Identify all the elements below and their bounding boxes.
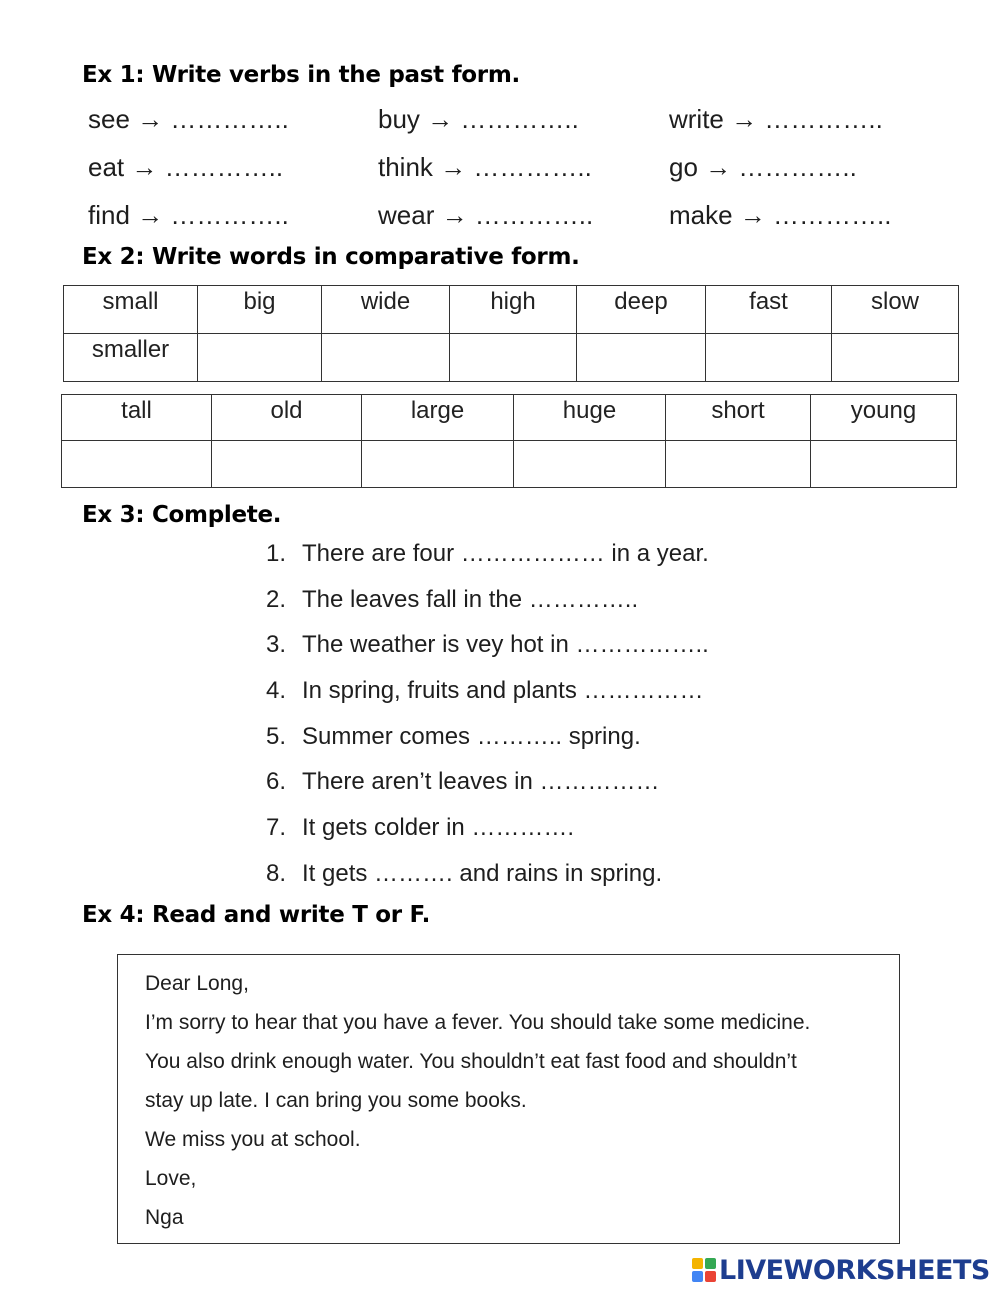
item-text: The leaves fall in the ………….. — [302, 586, 639, 613]
table-row — [62, 395, 957, 441]
item-number: 2. — [266, 586, 287, 613]
table-cell: tall — [62, 395, 212, 441]
logo-text: LIVEWORKSHEETS — [719, 1254, 990, 1286]
table-cell: small — [64, 286, 198, 334]
table-cell: wide — [322, 286, 450, 334]
letter-box — [117, 954, 900, 1244]
ex2-heading: Ex 2: Write words in comparative form. — [82, 244, 580, 270]
ex1-item-see: see → ………….. — [88, 104, 289, 134]
table-cell: deep — [577, 286, 706, 334]
letter-line: Dear Long, — [145, 972, 249, 995]
ex1-item-buy: buy → ………….. — [378, 104, 579, 134]
logo-block — [692, 1271, 703, 1282]
answer-cell[interactable] — [832, 334, 959, 382]
item-text: It gets ………. and rains in spring. — [302, 860, 663, 887]
list-item — [266, 631, 709, 659]
ex1-heading: Ex 1: Write verbs in the past form. — [82, 62, 520, 88]
logo-block — [705, 1271, 716, 1282]
answer-cell[interactable] — [514, 441, 666, 488]
item-text: It gets colder in …………. — [302, 814, 575, 841]
list-item — [266, 723, 641, 751]
ex1-item-eat: eat → ………….. — [88, 152, 284, 182]
ex1-item-wear: wear → ………….. — [378, 200, 594, 230]
letter-line: Love, — [145, 1167, 197, 1190]
letter-line: I’m sorry to hear that you have a fever. You should take some medicine. — [145, 1011, 811, 1034]
ex1-item-think: think → ………….. — [378, 152, 592, 182]
item-number: 3. — [266, 631, 287, 658]
list-item — [266, 540, 709, 568]
letter-line: stay up late. I can bring you some books. — [145, 1089, 527, 1112]
answer-cell[interactable] — [212, 441, 362, 488]
table-cell: old — [212, 395, 362, 441]
ex1-item-make: make → ………….. — [669, 200, 892, 230]
list-item — [266, 768, 659, 796]
item-text: There are four ……………… in a year. — [302, 540, 709, 567]
list-item — [266, 860, 662, 888]
table-cell: young — [811, 395, 957, 441]
logo-blocks-icon — [692, 1258, 716, 1282]
comparative-table-2 — [61, 394, 957, 488]
ex1-item-write: write → ………….. — [669, 104, 883, 134]
answer-cell[interactable] — [811, 441, 957, 488]
table-cell: huge — [514, 395, 666, 441]
table-cell: slow — [832, 286, 959, 334]
table-row — [64, 334, 959, 382]
table-cell: large — [362, 395, 514, 441]
item-text: In spring, fruits and plants …………… — [302, 677, 704, 704]
item-number: 1. — [266, 540, 287, 567]
answer-cell[interactable] — [198, 334, 322, 382]
list-item — [266, 814, 574, 842]
answer-cell[interactable] — [577, 334, 706, 382]
table-cell: big — [198, 286, 322, 334]
item-number: 5. — [266, 723, 287, 750]
table-row — [62, 441, 957, 488]
table-cell: short — [666, 395, 811, 441]
item-number: 6. — [266, 768, 287, 795]
list-item — [266, 586, 638, 614]
letter-line: Nga — [145, 1206, 184, 1229]
answer-cell[interactable] — [362, 441, 514, 488]
table-row — [64, 286, 959, 334]
table-cell: smaller — [64, 334, 198, 382]
answer-cell[interactable] — [322, 334, 450, 382]
logo-block — [692, 1258, 703, 1269]
answer-cell[interactable] — [666, 441, 811, 488]
answer-cell[interactable] — [450, 334, 577, 382]
ex3-heading: Ex 3: Complete. — [82, 502, 282, 528]
ex1-item-go: go → ………….. — [669, 152, 857, 182]
answer-cell[interactable] — [706, 334, 832, 382]
ex1-item-find: find → ………….. — [88, 200, 289, 230]
ex4-heading: Ex 4: Read and write T or F. — [82, 902, 431, 928]
item-text: The weather is vey hot in …………….. — [302, 631, 709, 658]
item-text: There aren’t leaves in …………… — [302, 768, 660, 795]
letter-line: You also drink enough water. You shouldn’t eat fast food and shouldn’t — [145, 1050, 797, 1073]
comparative-table-1 — [63, 285, 959, 382]
list-item — [266, 677, 703, 705]
table-cell: high — [450, 286, 577, 334]
item-number: 7. — [266, 814, 287, 841]
item-number: 4. — [266, 677, 287, 704]
liveworksheets-logo — [692, 1255, 990, 1285]
logo-block — [705, 1258, 716, 1269]
item-text: Summer comes ……….. spring. — [302, 723, 641, 750]
item-number: 8. — [266, 860, 287, 887]
answer-cell[interactable] — [62, 441, 212, 488]
letter-line: We miss you at school. — [145, 1128, 361, 1151]
table-cell: fast — [706, 286, 832, 334]
